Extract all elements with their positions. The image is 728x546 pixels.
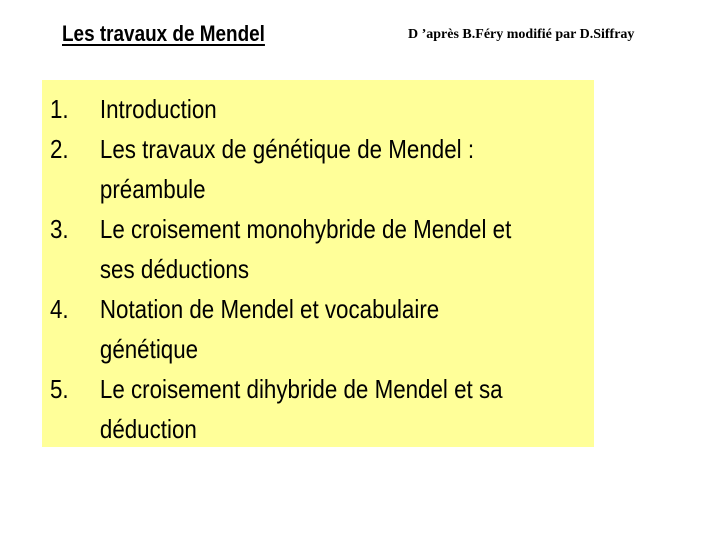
item-number: 5. (50, 374, 69, 404)
outline-box (42, 80, 594, 447)
item-text: Les travaux de génétique de Mendel : préambule (99, 134, 475, 204)
item-text: Notation de Mendel et vocabulaire génétique (99, 294, 440, 364)
outline-item-introduction (50, 89, 532, 129)
item-text: Le croisement dihybride de Mendel et sa déduction (99, 374, 503, 444)
outline-item-genetics-preamble (50, 129, 532, 209)
author-credit: D ’après B.Féry modifié par D.Siffray (408, 27, 635, 42)
item-text: Introduction (99, 94, 217, 124)
item-number: 1. (50, 94, 69, 124)
outline-item-monohybrid-cross (50, 209, 532, 289)
outline-item-dihybrid-cross (50, 369, 532, 449)
item-number: 3. (50, 214, 69, 244)
item-number: 2. (50, 134, 69, 164)
outline-item-notation-vocabulary (50, 289, 532, 369)
item-text: Le croisement monohybride de Mendel et ses déductions (99, 214, 512, 284)
outline-list (50, 89, 532, 449)
item-number: 4. (50, 294, 69, 324)
slide-title: Les travaux de Mendel (62, 21, 265, 46)
